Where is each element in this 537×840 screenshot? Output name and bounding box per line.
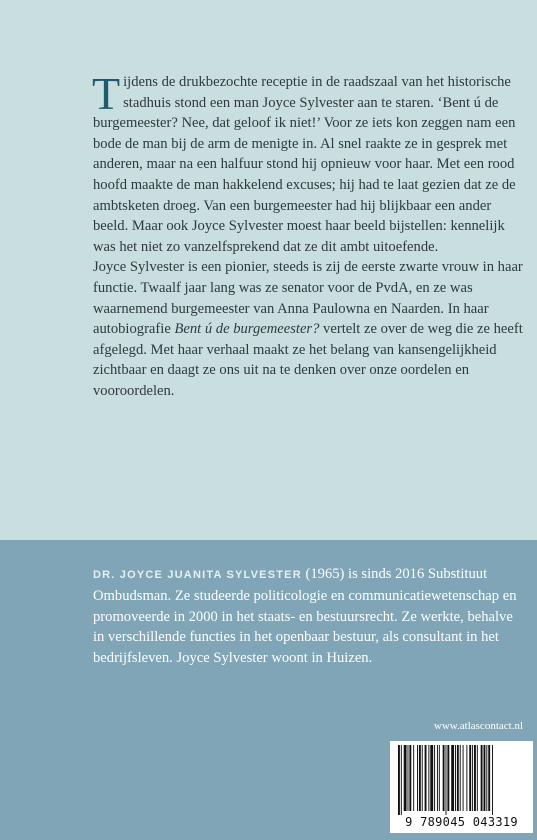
drop-cap: T <box>92 68 121 119</box>
publisher-url: www.atlascontact.nl <box>433 720 523 732</box>
author-name: DR. JOYCE JUANITA SYLVESTER <box>93 569 302 581</box>
blurb-paragraph-1 <box>92 68 525 257</box>
author-bio <box>93 564 525 669</box>
book-title: Bent ú de burgemeester? <box>174 321 320 338</box>
blurb-text <box>92 68 525 402</box>
barcode <box>390 741 533 833</box>
blurb-paragraph-1-text: ijdens de drukbezochte receptie in de raadszaal van het historische stadhuis stond een man Joyce Sylvester aan te staren. ‘Bent ú de burgemeester? Nee, dat geloof ik niet!’ Voor ze iets kon zeggen nam een bode de man bij de arm de menigte in. Al snel raakte ze in gesprek met anderen, maar na een halfuur stond hij opnieuw voor haar. Met een rood hoofd maakte de man hakkelend excuses; hij had te laat gezien dat ze de ambtsketen droeg. Van een burgemeester had hij blijkbaar een ander beeld. Maar ook Joyce Sylvester moest haar beeld bijstellen: kennelijk was het niet zo vanzelfsprekend dat ze dit ambt uitoefende. <box>93 74 516 255</box>
author-bio-text: (1965) is sinds 2016 Substituut Ombudsman. Ze studeerde politicologie en communicatiewetenschap en promoveerde in 2000 in het staats- en bestuursrecht. Ze werkte, behalve in verschillende functies in het openbaar bestuur, als consultant in het bedrijfsleven. Joyce Sylvester woont in Huizen. <box>93 566 517 667</box>
blurb-paragraph-2 <box>93 257 525 401</box>
blurb-paragraph-2-text-a: Joyce Sylvester is een pionier, steeds is zij de eerste zwarte vrouw in haar functie. Twaalf jaar lang was ze senator voor de PvdA, en ze was waarnemend burgemeester van Anna Paulowna en Naarden. In haar autobiografie <box>93 259 523 338</box>
barcode-bars <box>396 745 527 815</box>
blurb-paragraph-2-text-b: vertelt ze over de weg die ze heeft afgelegd. Met haar verhaal maakt ze het belang van kansengelijkheid zichtbaar en daagt ze ons uit na te denken over onze oordelen en vooroordelen. <box>93 321 523 399</box>
isbn-number: 9 789045 043319 <box>405 815 518 829</box>
